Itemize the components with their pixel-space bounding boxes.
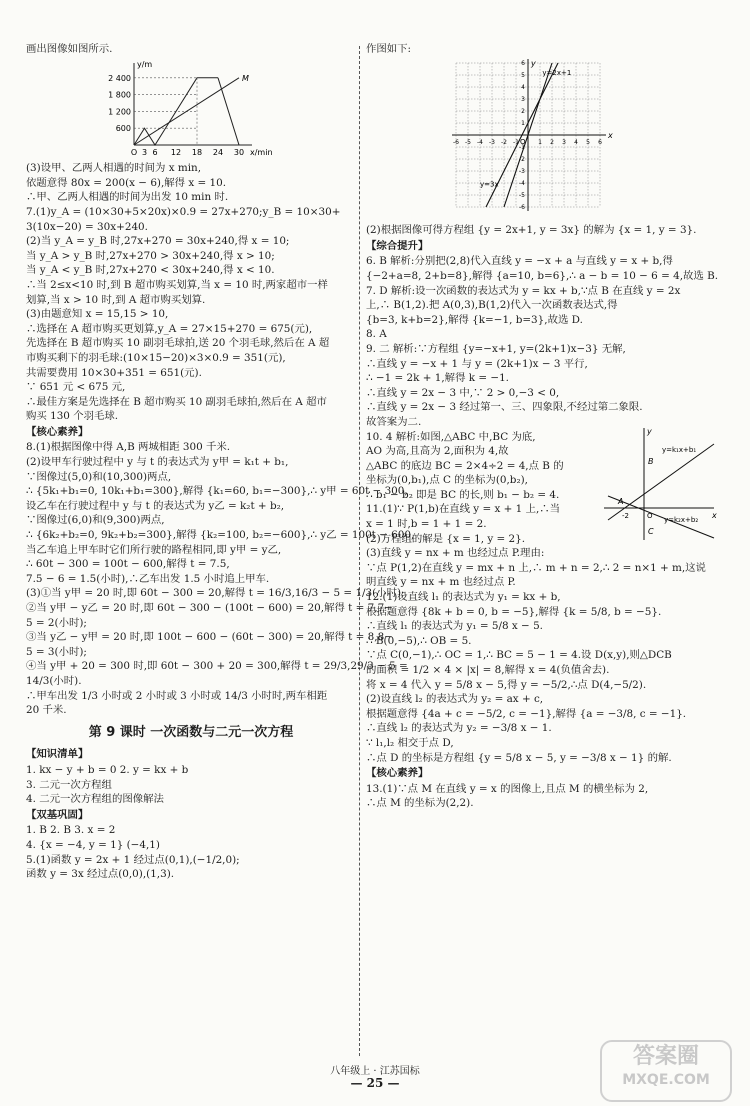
- answer-line: ∴甲车出发 1/3 小时或 2 小时或 3 小时或 14/3 小时时,两车相距: [26, 689, 328, 702]
- x-tick-label: 5: [586, 138, 590, 146]
- answer-line: ∴直线 y = −x + 1 与 y = (2k+1)x − 3 平行,: [366, 357, 588, 370]
- answer-line: {b=3, k+b=2},解得 {k=−1, b=3},故选 D.: [366, 313, 583, 326]
- answer-line: ∵ 651 元 < 675 元,: [26, 381, 126, 394]
- x-tick-label: -1: [513, 138, 519, 146]
- answer-line: 7.(1)y_A = (10×30+5×20x)×0.9 = 27x+270;y_B = 10×30+: [26, 205, 341, 218]
- y-tick-label: -4: [519, 179, 525, 187]
- answer-line: 4. {x = −4, y = 1} (−4,1): [26, 838, 160, 851]
- x-tick-label: 3: [562, 138, 566, 146]
- line-label-k1: y=k₁x+b₁: [662, 445, 697, 454]
- answer-line: 7. D 解析:设一次函数的表达式为 y = kx + b,∵点 B 在直线 y = 2x: [366, 284, 681, 297]
- x-tick-label: 1: [538, 138, 542, 146]
- x-tick-label: 24: [212, 147, 224, 157]
- answer-line: x = 1 时,b = 1 + 1 = 2.: [366, 518, 487, 531]
- watermark-logo: [600, 1040, 732, 1102]
- linear-functions-grid: [432, 57, 622, 217]
- answer-line: 画出图像如图所示.: [26, 43, 113, 55]
- answer-line: ∴ B(0,−5),∴ OB = 5.: [366, 634, 472, 647]
- answer-line: (3)由题意知 x = 15,15 > 10,: [26, 308, 169, 321]
- x-tick-label: -6: [453, 138, 459, 146]
- line-label-3x: y=3x: [480, 180, 499, 189]
- answer-line: ∴ {5k₁+b₁=0, 10k₁+b₁=300},解得 {k₁=60, b₁=−300},∴ y甲 = 60t − 300,: [26, 485, 408, 498]
- y-tick-label: 5: [521, 71, 525, 79]
- answer-line: (2)根据图像可得方程组 {y = 2x+1, y = 3x} 的解为 {x = 1, y = 3}.: [366, 224, 697, 237]
- answer-line: ∵图像过(6,0)和(9,300)两点,: [26, 514, 165, 527]
- x-tick-label: -3: [489, 138, 495, 146]
- x-tick-label: 2: [550, 138, 554, 146]
- answer-line: 将 x = 4 代入 y = 5/8 x − 5,得 y = −5/2,∴点 D(4,−5/2).: [366, 678, 647, 691]
- y-tick-label: -1: [519, 143, 525, 151]
- graph-linear-functions: [432, 57, 726, 222]
- answer-line: ∴最佳方案是先选择在 B 超市购买 10 副羽毛球拍,然后在 A 超市: [26, 395, 327, 408]
- answer-line: 依题意得 80x = 200(x − 6),解得 x = 10.: [26, 176, 227, 189]
- x-tick-label: O: [130, 147, 138, 157]
- x-axis-label: x: [608, 130, 613, 140]
- y-tick-label: 3: [521, 95, 525, 103]
- answer-line: 7.5 − 6 = 1.5(小时),∴乙车出发 1.5 小时追上甲车.: [26, 572, 270, 585]
- answer-line: 共需要费用 10×30+351 = 651(元).: [26, 366, 202, 379]
- y-tick-label: -5: [519, 191, 525, 199]
- lesson-title: 第 9 课时 一次函数与二元一次方程: [88, 724, 294, 740]
- answer-line: 根据题意得 {4a + c = −5/2, c = −1},解得 {a = −3/8, c = −1}.: [366, 707, 687, 720]
- answer-line: ④当 y甲 + 20 = 300 时,即 60t − 300 + 20 = 300,解得 t = 29/3,29/3 − 5 =: [26, 660, 408, 673]
- point-label-c: C: [648, 526, 654, 536]
- x-tick-label: 30: [233, 147, 245, 157]
- line-label-k2: y=k₂x+b₂: [664, 515, 699, 524]
- origin-label: O: [647, 511, 653, 520]
- y-axis-label: y/m: [137, 59, 153, 69]
- section-heading: 【核心素养】: [366, 767, 429, 780]
- x-axis-label: x/min: [250, 147, 273, 157]
- x-tick-label: 4: [574, 138, 578, 146]
- x-axis-label: x: [712, 510, 717, 520]
- triangle-abc-graph: [600, 424, 720, 544]
- tick-label-neg2: -2: [622, 511, 629, 520]
- y-tick-label: 2 400: [108, 73, 131, 83]
- answer-line: △ABC 的底边 BC = 2×4÷2 = 4,点 B 的: [366, 459, 564, 472]
- answer-line: (2)方程组的解是 {x = 1, y = 2}.: [366, 532, 526, 545]
- answer-line: 10. 4 解析:如图,△ABC 中,BC 为底,: [366, 430, 536, 443]
- x-tick-label: 18: [191, 147, 203, 157]
- answer-line: ∴直线 y = 2x − 3 经过第一、三、四象限,不经过第二象限.: [366, 401, 643, 414]
- answer-line: 明直线 y = nx + m 也经过点 P.: [366, 576, 516, 589]
- answer-line: 设乙车在行驶过程中 y 与 t 的表达式为 y乙 = k₂t + b₂,: [26, 499, 285, 512]
- answer-line: 函数 y = 3x 经过点(0,0),(1,3).: [26, 868, 175, 881]
- origin-label: O: [520, 137, 526, 146]
- x-tick-label: 6: [598, 138, 602, 146]
- answer-line: (2)设甲车行驶过程中 y 与 t 的表达式为 y甲 = k₁t + b₁,: [26, 456, 289, 469]
- x-tick-label: -4: [477, 138, 483, 146]
- point-label-b: B: [648, 456, 654, 466]
- answer-line: 11.(1)∵ P(1,b)在直线 y = x + 1 上,∴当: [366, 503, 561, 516]
- answer-line: 13.(1)∵点 M 在直线 y = x 的图像上,且点 M 的横坐标为 2,: [366, 782, 649, 795]
- answer-line: ∴甲、乙两人相遇的时间为出发 10 min 时.: [26, 191, 229, 204]
- answer-line: 6. B 解析:分别把(2,8)代入直线 y = −x + a 与直线 y = x + b,得: [366, 255, 673, 268]
- answer-line: 1. kx − y + b = 0 2. y = kx + b: [26, 763, 189, 776]
- answer-line: ③当 y乙 − y甲 = 20 时,即 100t − 600 − (60t − 300) = 20,解得 t = 8,8−: [26, 631, 393, 644]
- answer-line: 根据题意得 {8k + b = 0, b = −5},解得 {k = 5/8, b = −5}.: [366, 605, 662, 618]
- answer-line: 20 千米.: [26, 704, 67, 717]
- answer-line: ∴当 2≤x<10 时,到 B 超市购买划算,当 x = 10 时,两家超市一样: [26, 278, 328, 291]
- answer-line: 划算,当 x > 10 时,到 A 超市购买划算.: [26, 293, 206, 306]
- x-tick-label: -2: [501, 138, 507, 146]
- answer-line: 1. B 2. B 3. x = 2: [26, 824, 116, 837]
- answer-line: 5 = 2(小时);: [26, 616, 87, 629]
- y-tick-label: -6: [519, 203, 525, 211]
- watermark-title: 答案圈: [632, 1044, 699, 1069]
- return-line: [218, 77, 239, 144]
- answer-line: ∴点 M 的坐标为(2,2).: [366, 797, 474, 810]
- point-label-m: M: [242, 73, 249, 83]
- answer-line: 12.(1)设直线 l₁ 的表达式为 y₁ = kx + b,: [366, 591, 561, 604]
- answer-line: {−2+a=8, 2+b=8},解得 {a=10, b=6},∴ a − b = 10 − 6 = 4,故选 B.: [366, 269, 719, 282]
- section-heading: 【双基巩固】: [26, 808, 89, 821]
- answer-line: 8.(1)根据图像中得 A,B 两城相距 300 千米.: [26, 441, 231, 454]
- answer-line: (3)直线 y = nx + m 也经过点 P.理由:: [366, 547, 545, 560]
- x-tick-label: 12: [170, 147, 182, 157]
- answer-line: 当 y_A < y_B 时,27x+270 < 30x+240,得 x < 10.: [26, 264, 275, 277]
- right-column: [366, 42, 726, 811]
- answer-line: ∴直线 l₁ 的表达式为 y₁ = 5/8 x − 5.: [366, 620, 543, 633]
- line-label-2x-plus-1: y=2x+1: [542, 68, 572, 77]
- answer-line: 4. 二元一次方程组的图像解法: [26, 793, 164, 806]
- graph-distance-time: [108, 57, 356, 162]
- page-number: — 25 —: [350, 1076, 400, 1090]
- y-tick-label: 2: [521, 107, 525, 115]
- answer-line: 8. A: [366, 328, 387, 341]
- answer-line: ∴直线 l₂ 的表达式为 y₂ = −3/8 x − 1.: [366, 722, 552, 735]
- answer-line: ∴ 60t − 300 = 100t − 600,解得 t = 7.5,: [26, 558, 230, 571]
- path-line-2: [134, 77, 239, 144]
- answer-line: (2)当 y_A = y_B 时,27x+270 = 30x+240,得 x = 10;: [26, 235, 290, 248]
- answer-line: ∴ b₁ − b₂ 即是 BC 的长,则 b₁ − b₂ = 4.: [366, 488, 560, 501]
- answer-line: ∵图像过(5,0)和(10,300)两点,: [26, 470, 172, 483]
- y-axis-label: y: [531, 58, 536, 68]
- answer-line: ∴选择在 A 超市购买更划算,y_A = 27×15+270 = 675(元),: [26, 322, 313, 335]
- answer-line: ∵点 C(0,−1),∴ OC = 1,∴ BC = 5 − 1 = 4.设 D(x,y),则△DCB: [366, 649, 672, 662]
- y-tick-label: 1 200: [108, 106, 131, 116]
- point-label-a: A: [618, 496, 624, 506]
- answer-line: 购买 130 个羽毛球.: [26, 410, 119, 423]
- answer-line: ∴ −1 = 2k + 1,解得 k = −1.: [366, 372, 509, 385]
- x-tick-label: 6: [152, 147, 158, 157]
- y-tick-label: 1: [521, 119, 525, 127]
- line-k1: [608, 444, 714, 520]
- answer-line: 5 = 3(小时);: [26, 645, 87, 658]
- answer-line: ∴ {6k₂+b₂=0, 9k₂+b₂=300},解得 {k₂=100, b₂=−600},∴ y乙 = 100t − 600,: [26, 529, 415, 542]
- y-axis-label: y: [647, 426, 652, 436]
- watermark-url: MXQE.COM: [622, 1072, 710, 1088]
- y-tick-label: 600: [115, 123, 131, 133]
- answer-line: ∵点 P(1,2)在直线 y = mx + n 上,∴ m + n = 2,∴ 2 = n×1 + m,这说: [366, 561, 706, 574]
- answer-line: 3. 二元一次方程组: [26, 778, 112, 791]
- answer-line: 坐标为(0,b₁),点 C 的坐标为(0,b₂),: [366, 474, 528, 487]
- answer-line: (2)设直线 l₂ 的表达式为 y₂ = ax + c,: [366, 693, 544, 706]
- x-tick-label: 3: [141, 147, 148, 157]
- answer-line: ∵ l₁,l₂ 相交于点 D,: [366, 736, 454, 749]
- y-tick-label: 4: [521, 83, 525, 91]
- section-heading: 【知识清单】: [26, 748, 89, 761]
- answer-line: 市购买剩下的羽毛球:(10×15−20)×3×0.9 = 351(元),: [26, 351, 286, 364]
- answer-line: (3)①当 y甲 = 20 时,即 60t − 300 = 20,解得 t = 16/3,16/3 − 5 = 1/3(小时);: [26, 587, 405, 600]
- page-footer: 八年级上 · 江苏国标: [330, 1066, 420, 1077]
- x-tick-label: -5: [465, 138, 471, 146]
- answer-line: 9. 二 解析:∵方程组 {y=−x+1, y=(2k+1)x−3} 无解,: [366, 342, 626, 355]
- column-divider: [359, 46, 360, 1056]
- answer-line: 当 y_A > y_B 时,27x+270 > 30x+240,得 x > 10;: [26, 249, 275, 262]
- y-tick-label: 6: [521, 59, 525, 67]
- answer-line: 14/3(小时).: [26, 674, 82, 687]
- answer-line: 当乙车追上甲车时它们所行驶的路程相同,即 y甲 = y乙,: [26, 543, 282, 556]
- y-tick-label: -2: [519, 155, 525, 163]
- answer-line: ②当 y甲 − y乙 = 20 时,即 60t − 300 − (100t − 600) = 20,解得 t = 7,7−: [26, 602, 393, 614]
- y-tick-label: 1 800: [108, 90, 131, 100]
- answer-line: ∴直线 y = 2x − 3 中,∵ 2 > 0,−3 < 0,: [366, 386, 560, 399]
- answer-line: 上,∴ B(1,2).把 A(0,3),B(1,2)代入一次函数表达式,得: [366, 299, 618, 312]
- answer-line: ∴点 D 的坐标是方程组 {y = 5/8 x − 5, y = −3/8 x − 1} 的解.: [366, 751, 672, 764]
- answer-line: 5.(1)函数 y = 2x + 1 经过点(0,1),(−1/2,0);: [26, 853, 240, 866]
- answer-line: (3)设甲、乙两人相遇的时间为 x min,: [26, 162, 202, 175]
- answer-line: 的面积 = 1/2 × 4 × |x| = 8,解得 x = 4(负值舍去).: [366, 664, 610, 676]
- distance-time-graph: [108, 57, 274, 157]
- answer-line: AO 为高,且高为 2,面积为 4,故: [366, 445, 509, 458]
- section-heading: 【核心素养】: [26, 425, 89, 438]
- answer-line: 3(10x−20) = 30x+240.: [26, 220, 148, 233]
- y-tick-label: -3: [519, 167, 525, 175]
- answer-line: 故答案为二.: [366, 415, 422, 428]
- section-heading: 【综合提升】: [366, 239, 429, 252]
- answer-line: 先选择在 B 超市购买 10 副羽毛球拍,送 20 个羽毛球,然后在 A 超: [26, 337, 330, 350]
- answer-line: 作图如下:: [366, 43, 412, 55]
